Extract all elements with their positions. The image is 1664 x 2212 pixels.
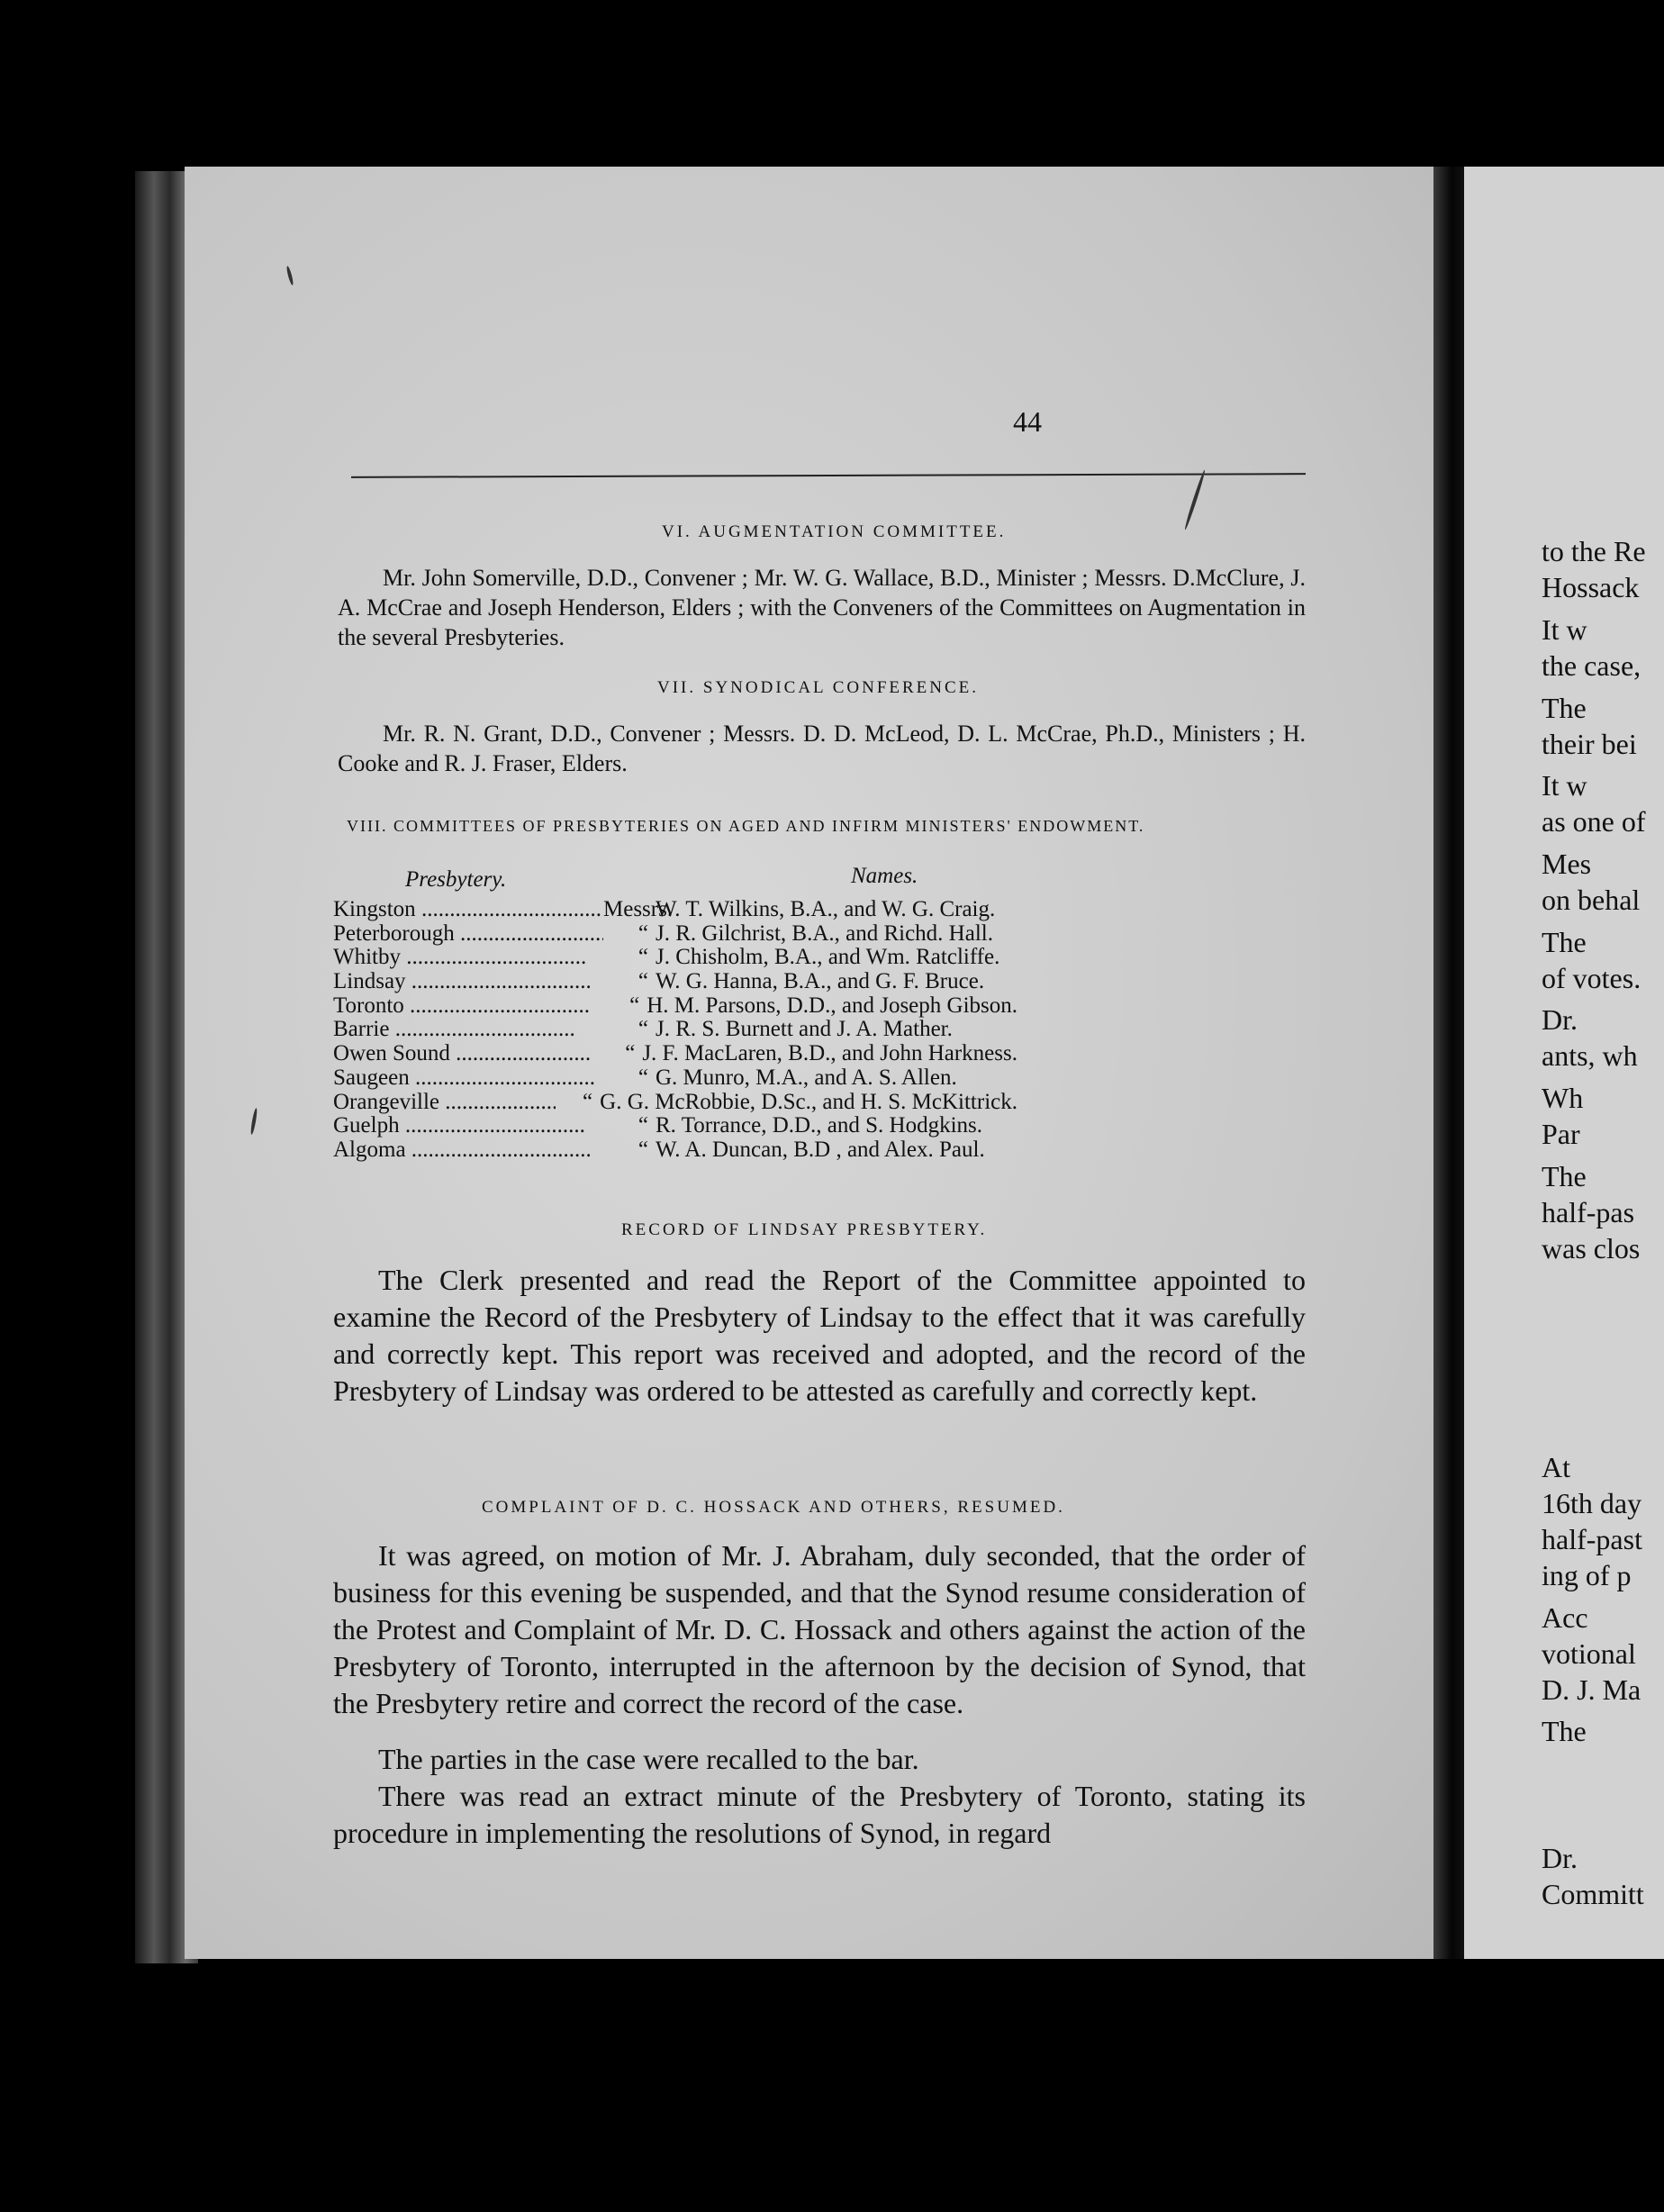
table-row (333, 1066, 1017, 1091)
ditto-cell: “ (625, 1041, 636, 1066)
table-row (333, 922, 1017, 947)
right-page-line: 16th day (1542, 1487, 1642, 1519)
right-page-line: Acc (1542, 1601, 1588, 1634)
presbytery-cell: Barrie ..... (333, 1018, 603, 1042)
complaint-heading: COMPLAINT OF D. C. HOSSACK AND OTHERS, RESUMED. (482, 1498, 1065, 1517)
right-page-line: It w (1542, 769, 1587, 802)
names-cell: G. Munro, M.A., and A. S. Allen. (656, 1065, 957, 1090)
table-row (333, 1114, 1017, 1138)
column-header-presbytery: Presbytery. (405, 867, 507, 892)
ditto-cell: Messrs. (603, 897, 674, 921)
presbytery-cell: Whitby ..... (333, 946, 603, 970)
ditto-cell: “ (638, 1113, 648, 1138)
names-cell: J. F. MacLaren, B.D., and John Harkness. (642, 1041, 1017, 1066)
ditto-cell: “ (583, 1089, 593, 1114)
right-page-line: half-pas (1542, 1196, 1635, 1228)
column-header-names: Names. (851, 864, 918, 888)
table-row (333, 970, 1017, 994)
names-cell: J. R. S. Burnett and J. A. Mather. (656, 1017, 953, 1042)
right-page-line: of votes. (1542, 962, 1641, 994)
table-row (333, 946, 1017, 970)
ditto-cell: “ (638, 1065, 648, 1090)
presbytery-cell: Kingston ..... (333, 898, 603, 922)
record-heading: RECORD OF LINDSAY PRESBYTERY. (621, 1220, 988, 1239)
ditto-cell: “ (638, 969, 648, 994)
names-cell: R. Torrance, D.D., and S. Hodgkins. (656, 1113, 983, 1138)
right-page-line: Dr. (1542, 1842, 1578, 1874)
names-cell: H. M. Parsons, D.D., and Joseph Gibson. (647, 993, 1017, 1018)
presbytery-cell: Lindsay ..... (333, 970, 603, 994)
right-page-line: Dr. (1542, 1003, 1578, 1036)
complaint-paragraph-3: There was read an extract minute of the Presbytery of Toronto, stating its procedure in implementing the resolutions of Synod, in regard (333, 1780, 1306, 1849)
table-row (333, 898, 1017, 922)
right-page-line: to the Re (1542, 535, 1646, 567)
record-text: The Clerk presented and read the Report of the Committee appointed to examine the Record of the Presbytery of Lindsay to the effect that it was carefully and correctly kept. This report was received and adopted, and the record of the Presbytery of Lindsay was ordered to be attested as carefully and correctly kept. (333, 1264, 1306, 1407)
scan-mark (285, 266, 294, 286)
right-page-line: their bei (1542, 728, 1637, 760)
presbytery-cell: Orangeville ..... (333, 1091, 556, 1115)
scan-mark (249, 1108, 258, 1135)
right-page-line: ing of p (1542, 1559, 1632, 1591)
presbytery-cell: Saugeen ..... (333, 1066, 603, 1091)
page-number: 44 (1013, 405, 1042, 438)
ditto-cell: “ (638, 920, 648, 946)
names-cell: W. A. Duncan, B.D , and Alex. Paul. (656, 1137, 985, 1162)
right-page-line: ants, wh (1542, 1039, 1638, 1072)
augmentation-heading: VI. AUGMENTATION COMMITTEE. (662, 522, 1007, 541)
right-page-line: The (1542, 926, 1587, 958)
names-cell: J. Chisholm, B.A., and Wm. Ratcliffe. (656, 945, 1000, 970)
right-page-fragment (1464, 167, 1664, 1959)
ditto-cell: “ (638, 1017, 648, 1042)
right-page-line: The (1542, 1715, 1587, 1747)
presbytery-cell: Toronto ..... (333, 994, 596, 1019)
right-page-line: Par (1542, 1118, 1580, 1150)
right-page-line: It w (1542, 613, 1587, 646)
synodical-text: Mr. R. N. Grant, D.D., Convener ; Messrs. D. D. McLeod, D. L. McCrae, Ph.D., Ministers ; H. Cooke and R. J. Fraser, Elders. (338, 721, 1306, 776)
header-rule (351, 473, 1306, 478)
right-page-line: At (1542, 1451, 1570, 1483)
left-page (185, 167, 1436, 1959)
right-page-line: Hossack (1542, 571, 1640, 603)
right-page-line: was clos (1542, 1232, 1641, 1265)
names-cell: W. T. Wilkins, B.A., and W. G. Craig. (656, 897, 996, 921)
right-page-line: half-past (1542, 1523, 1642, 1555)
presbytery-cell: Algoma ..... (333, 1138, 603, 1163)
right-page-line: votional (1542, 1637, 1636, 1670)
table-row (333, 994, 1017, 1019)
right-page-line: The (1542, 692, 1587, 724)
complaint-paragraph-1: It was agreed, on motion of Mr. J. Abraham, duly seconded, that the order of business for this evening be suspended, and that the Synod resume consideration of the Protest and Complaint of Mr. D. C. Hossack and others against the action of the Presbytery of Toronto, interrupted in the afternoon by the decision of Synod, that the Presbytery retire and correct the record of the case. (333, 1539, 1306, 1719)
presbytery-cell: Peterborough ..... (333, 922, 603, 947)
book-gutter (1433, 167, 1464, 1959)
presbytery-committee-table (333, 898, 1017, 1163)
table-row (333, 1018, 1017, 1042)
ditto-cell: “ (638, 945, 648, 970)
table-row (333, 1138, 1017, 1163)
right-page-line: Committ (1542, 1878, 1644, 1910)
right-page-line: D. J. Ma (1542, 1673, 1641, 1706)
right-page-line: The (1542, 1160, 1587, 1192)
right-page-line: the case, (1542, 649, 1641, 682)
synodical-heading: VII. SYNODICAL CONFERENCE. (657, 678, 980, 697)
ditto-cell: “ (638, 1137, 648, 1162)
right-page-line: as one of (1542, 805, 1646, 838)
names-cell: W. G. Hanna, B.A., and G. F. Bruce. (656, 969, 985, 994)
augmentation-text: Mr. John Somerville, D.D., Convener ; Mr. W. G. Wallace, B.D., Minister ; Messrs. D.McClure, J. A. McCrae and Joseph Henderson, Elders ; with the Conveners of the Committees on Augmentation in the several Presbyteries. (338, 565, 1306, 650)
ditto-cell: “ (629, 993, 640, 1018)
complaint-paragraph-2: The parties in the case were recalled to the bar. (378, 1743, 919, 1775)
table-row (333, 1042, 1017, 1066)
presbytery-cell: Owen Sound ..... (333, 1042, 592, 1066)
right-page-line: Mes (1542, 848, 1592, 880)
names-cell: J. R. Gilchrist, B.A., and Richd. Hall. (656, 920, 993, 946)
aged-ministers-heading: VIII. COMMITTEES OF PRESBYTERIES ON AGED AND INFIRM MINISTERS' ENDOWMENT. (347, 817, 1145, 835)
right-page-line: Wh (1542, 1082, 1584, 1114)
right-page-line: on behal (1542, 884, 1641, 916)
scan-mark (1183, 469, 1206, 530)
names-cell: G. G. McRobbie, D.Sc., and H. S. McKittrick. (600, 1089, 1017, 1114)
presbytery-cell: Guelph ..... (333, 1114, 603, 1138)
table-row (333, 1091, 1017, 1115)
